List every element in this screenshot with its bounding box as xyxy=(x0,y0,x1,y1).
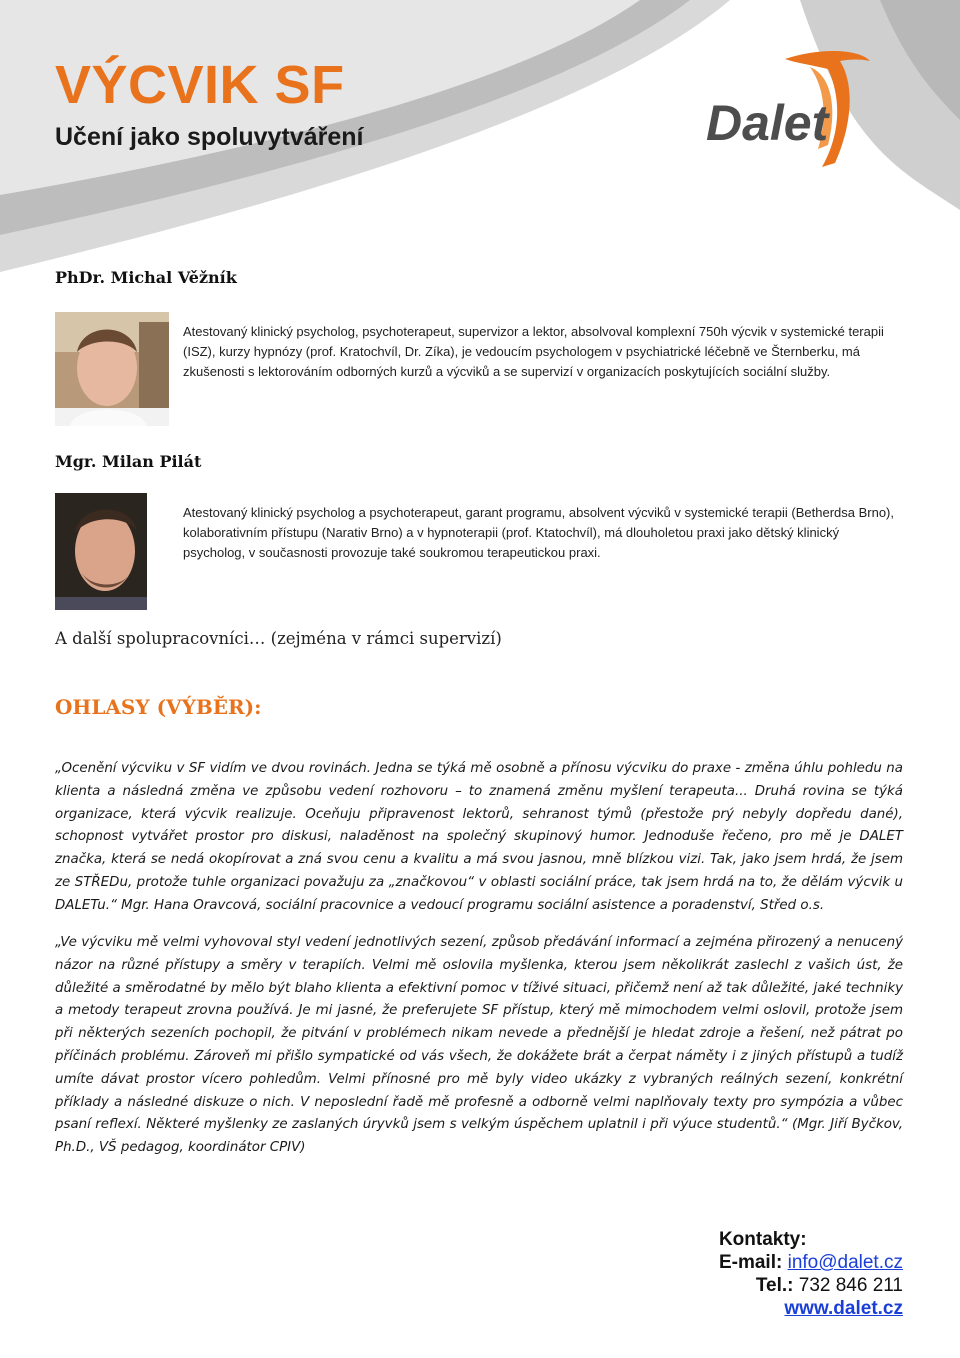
page-subtitle: Učení jako spoluvytváření xyxy=(55,123,364,151)
other-collaborators: A další spolupracovníci… (zejména v rámci supervizí) xyxy=(55,629,502,648)
svg-text:Dalet: Dalet xyxy=(706,95,829,151)
contacts-title: Kontakty: xyxy=(718,1229,807,1250)
review-quote: „Ve výcviku mě velmi vyhovoval styl vedení jednotlivých sezení, způsob předávání informací a zejména přirozený a nenucený názor na různé přístupy a směry v terapiích. Velmi mě oslovila myšlenka, kterou jsem několikrát zaslechl z vašich úst, že důležité a směrodatné by mělo být blaho klienta a efektivní pomoc v tíživé situaci, přičemž není až tak důležité, jaké techniky a metody terapeut zrovna používá. Je mi jasné, že preferujete SF přístup, který mě mimochodem velmi oslovil, protože jsem při některých sezeních pochopil, že pitvání v problémech nikam nevede a přednější je hledat zdroje a řešení, než pátrat po příčinách problému. Zároveň mi přišlo sympatické od vás všech, že dokážete brát a čerpat náměty i z jiných přístupů a tudíž umíte dávat prostor vícero pohledům. Velmi přínosné pro mě byly video ukázky z vybraných reálných sezení, konkrétní příklady a následné diskuze o nich. V neposlední řadě mě profesně a odborně velmi naplňovaly texty pro sympózia a vůbec psaní reflexí. Některé myšlenky ze zaslaných úryvků jsem s velkým úspěchem uplatnil i při výuce studentů.“ (Mgr. Jiří Byčkov, Ph.D., VŠ pedagog, koordinátor CPIV) xyxy=(55,935,903,1156)
dalet-logo xyxy=(700,45,885,180)
person-name-vezník: PhDr. Michal Věžník xyxy=(55,268,237,287)
person-photo-pilat xyxy=(55,493,147,610)
website-link[interactable]: www.dalet.cz xyxy=(784,1298,903,1319)
review-quote: „Ocenění výcviku v SF vidím ve dvou rovinách. Jedna se týká mě osobně a přínosu výcviku do praxe - změna úhlu pohledu na klienta a následná změna ve způsobu vedení rozhovoru – to znamená změnu myšlení terapeuta... Druhá rovina se týká organizace, která výcvik realizuje. Oceňuju připravenost lektorů, sehranost týmů (přestože prý nebyly dopředu dané), schopnost vytvářet prostor pro diskusi, naladěnost na společný skupinový humor. Jednoduše řečeno, pro mě je DALET značka, která se nedá okopírovat a zná svou cenu a kvalitu a má svou jasnou, mně blízkou vizi. Tak, jako jsem hrdá, že jsem ze STŘEDu, protože tuhle organizaci považuju za „značkovou“ v oblasti sociální práce, tak jsem hrdá na to, že dělám výcvik u DALETu.“ Mgr. Hana Oravcová, sociální pracovnice a vedoucí programu sociální asistence a poradenství, Střed o.s. xyxy=(55,761,903,913)
web-line xyxy=(719,1297,903,1320)
email-line xyxy=(719,1251,903,1274)
person-photo-veznik xyxy=(55,312,169,426)
person-bio-veznik: Atestovaný klinický psycholog, psychoterapeut, supervizor a lektor, absolvoval komplexní 750h výcvik v systemické terapii (ISZ), kurzy hypnózy (prof. Kratochvíl, Dr. Zíka), je vedoucím psychologem v psychiatrické léčebně ve Šternberku, má zkušenosti s lektorováním odborných kurzů a výcviků a se supervizí v organizacích poskytujících sociální služby. xyxy=(183,324,884,379)
reviews-heading: OHLASY (VÝBĚR): xyxy=(55,695,262,719)
page-title: VÝCVIK SF xyxy=(55,55,345,115)
email-label: E-mail: xyxy=(718,1252,783,1273)
phone-line xyxy=(719,1274,903,1297)
email-link[interactable]: info@dalet.cz xyxy=(787,1252,903,1273)
person-name-pilat: Mgr. Milan Pilát xyxy=(55,452,202,471)
person-bio-pilat: Atestovaný klinický psycholog a psychoterapeut, garant programu, absolvent výcviků v systemické terapii (Betherdsa Brno), kolaborativním přístupu (Narativ Brno) a v hypnoterapii (prof. Ktatochvíl), má dlouholetou praxi jako dětský klinický psycholog, v současnosti provozuje také soukromou terapeutickou praxi. xyxy=(183,505,895,560)
phone-number: 732 846 211 xyxy=(798,1275,903,1296)
phone-label: Tel.: xyxy=(755,1275,794,1296)
contacts-block xyxy=(719,1228,903,1320)
